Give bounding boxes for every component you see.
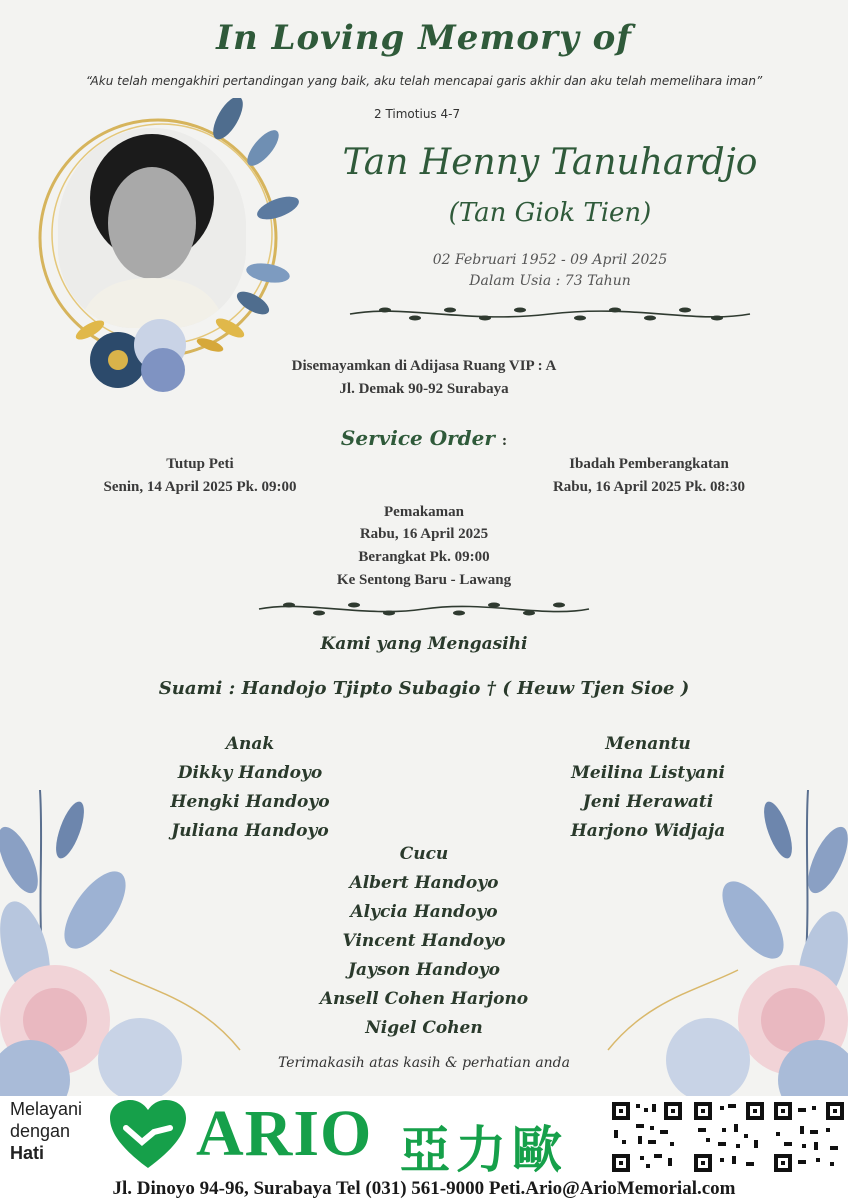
list-item: Jayson Handoyo bbox=[347, 960, 500, 980]
verse-reference: 2 Timotius 4-7 bbox=[374, 107, 461, 121]
headline: In Loving Memory of bbox=[216, 18, 632, 58]
life-dates: 02 Februari 1952 - 09 April 2025 bbox=[432, 252, 668, 268]
children-list bbox=[120, 730, 380, 846]
list-item: Jeni Herawati bbox=[582, 792, 714, 812]
service-order-heading: Service Order : bbox=[340, 426, 508, 450]
pemakaman-destination: Ke Sentong Baru - Lawang bbox=[336, 572, 512, 588]
list-item: Alycia Handoyo bbox=[350, 902, 498, 922]
qr-code bbox=[692, 1100, 766, 1174]
grandchildren-title: Cucu bbox=[399, 844, 449, 864]
ibadah-title: Ibadah Pemberangkatan bbox=[569, 456, 729, 472]
ibadah-time: Rabu, 16 April 2025 Pk. 08:30 bbox=[552, 479, 746, 495]
deceased-name: Tan Henny Tanuhardjo bbox=[342, 142, 758, 183]
vine-divider bbox=[254, 598, 594, 620]
lying-in-state-address: Jl. Demak 90-92 Surabaya bbox=[339, 381, 509, 397]
in-laws-title: Menantu bbox=[605, 734, 691, 754]
list-item: Dikky Handoyo bbox=[177, 763, 323, 783]
tutup-peti-time: Senin, 14 April 2025 Pk. 09:00 bbox=[103, 479, 297, 495]
qr-code bbox=[610, 1100, 684, 1174]
footer-slogan: Melayani dengan Hati bbox=[10, 1099, 83, 1163]
family-heading: Kami yang Mengasihi bbox=[320, 634, 528, 654]
age-at-death: Dalam Usia : 73 Tahun bbox=[469, 273, 631, 289]
list-item: Ansell Cohen Harjono bbox=[319, 989, 529, 1009]
footer-address: Jl. Dinoyo 94-96, Surabaya Tel (031) 561-9000 Peti.Ario@ArioMemorial.com bbox=[112, 1178, 736, 1199]
list-item: Albert Handoyo bbox=[349, 873, 499, 893]
list-item: Vincent Handoyo bbox=[342, 931, 506, 951]
tutup-peti-title: Tutup Peti bbox=[166, 456, 234, 472]
husband-line: Suami : Handojo Tjipto Subagio † ( Heuw Tjen Sioe ) bbox=[158, 678, 690, 699]
handshake-heart-icon bbox=[108, 1098, 188, 1172]
list-item: Hengki Handoyo bbox=[170, 792, 330, 812]
pemakaman-title: Pemakaman bbox=[384, 504, 464, 520]
list-item: Meilina Listyani bbox=[571, 763, 725, 783]
list-item: Harjono Widjaja bbox=[570, 821, 726, 841]
pemakaman-date: Rabu, 16 April 2025 bbox=[359, 526, 489, 542]
deceased-alias: (Tan Giok Tien) bbox=[448, 198, 652, 228]
pemakaman-departure: Berangkat Pk. 09:00 bbox=[358, 549, 490, 565]
qr-code bbox=[772, 1100, 846, 1174]
bible-quote: “Aku telah mengakhiri pertandingan yang baik, aku telah mencapai garis akhir dan aku telah memelihara iman” bbox=[85, 74, 763, 88]
lying-in-state-location: Disemayamkan di Adijasa Ruang VIP : A bbox=[291, 358, 557, 374]
in-laws-list bbox=[518, 730, 778, 846]
children-title: Anak bbox=[225, 734, 275, 754]
portrait-photo bbox=[58, 128, 246, 328]
grandchildren-list bbox=[294, 840, 554, 1043]
vine-divider bbox=[345, 302, 755, 326]
list-item: Juliana Handoyo bbox=[171, 821, 329, 841]
brand-logo-chinese: 亞力歐 bbox=[400, 1121, 568, 1179]
thanks-message: Terimakasih atas kasih & perhatian anda bbox=[277, 1055, 570, 1071]
brand-logo: ARIO bbox=[196, 1097, 373, 1170]
list-item: Nigel Cohen bbox=[365, 1018, 483, 1038]
